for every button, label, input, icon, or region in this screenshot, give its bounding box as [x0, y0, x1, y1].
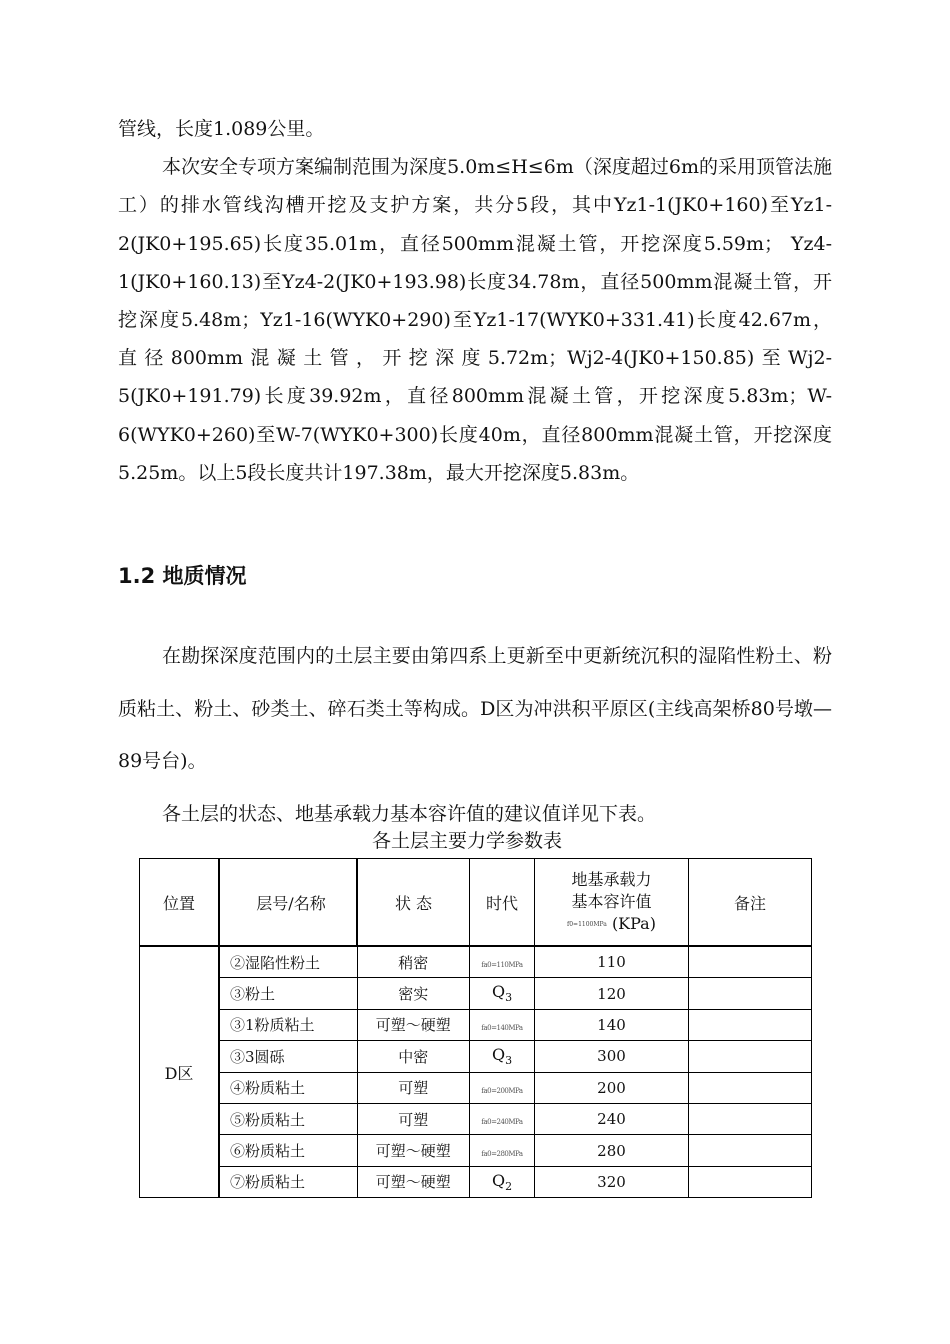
remark-cell [689, 1041, 812, 1072]
remark-cell [689, 1009, 812, 1040]
era-cell [470, 1166, 535, 1197]
paragraph: 管线，长度1.089公里。 [118, 118, 325, 140]
table-row [140, 1041, 812, 1072]
state-cell: 可塑～硬塑 [357, 1135, 470, 1166]
state-cell: 密实 [357, 978, 470, 1009]
era-cell [470, 1103, 535, 1134]
remark-cell [689, 1103, 812, 1134]
table-row [140, 1009, 812, 1040]
table-row [140, 1072, 812, 1103]
capacity-cell: 280 [535, 1135, 689, 1166]
capacity-cell: 140 [535, 1009, 689, 1040]
table-row [140, 1166, 812, 1197]
remark-cell [689, 1166, 812, 1197]
capacity-cell: 320 [535, 1166, 689, 1197]
header-era: 时代 [470, 859, 535, 947]
intro-text [118, 110, 832, 492]
state-cell: 可塑 [357, 1103, 470, 1134]
capacity-cell: 240 [535, 1103, 689, 1134]
remark-cell [689, 946, 812, 978]
paragraph: 本次安全专项方案编制范围为深度5.0m≤H≤6m（深度超过6m的采用顶管法施工）的排水管线沟槽开挖及支护方案，共分5段，其中Yz1-1(JK0+160)至Yz1-2(JK0+195.65)长度35.01m，直径500mm混凝土管，开挖深度5.59m； Yz4-1(JK0+160.13)至Yz4-2(JK0+193.98)长度34.78m，直径500mm混凝土管，开挖深度5.48m；Yz1-16(WYK0+290)至Yz1-17(WYK0+331.41)长度42.67m，直径800mm混凝土管，开挖深度5.72m；Wj2-4(JK0+150.85)至Wj2-5(JK0+191.79)长度39.92m，直径800mm混凝土管，开挖深度5.83m；W-6(WYK0+260)至W-7(WYK0+300)长度40m，直径800mm混凝土管，开挖深度5.25m。以上5段长度共计197.38m，最大开挖深度5.83m。 [118, 156, 832, 484]
paragraph: 各土层的状态、地基承载力基本容许值的建议值详见下表。 [162, 802, 657, 825]
era-mark: fa0=280MPa [481, 1149, 523, 1158]
header-remarks: 备注 [689, 859, 812, 947]
layer-cell: ②湿陷性粉土 [219, 946, 357, 978]
header-state: 状 态 [357, 859, 470, 947]
table-caption: 各土层主要力学参数表 [371, 830, 562, 852]
state-cell: 可塑 [357, 1072, 470, 1103]
remark-cell [689, 1135, 812, 1166]
section-text [118, 630, 832, 840]
table-header-row [140, 859, 812, 947]
header-capacity-line2: 基本容许值 [571, 892, 652, 911]
state-cell: 稍密 [357, 946, 470, 978]
era-cell [470, 978, 535, 1009]
table-row [140, 1135, 812, 1166]
remark-cell [689, 1072, 812, 1103]
table-row [140, 1103, 812, 1134]
era-mark: fa0=200MPa [481, 1086, 523, 1095]
era-symbol: $Q_3$ [491, 982, 513, 1005]
era-cell [470, 946, 535, 978]
zone-cell: D区 [140, 946, 220, 1198]
era-cell [470, 1135, 535, 1166]
layer-cell: ③3圆砾 [219, 1041, 357, 1072]
layer-cell: ③1粉质粘土 [219, 1009, 357, 1040]
capacity-cell: 200 [535, 1072, 689, 1103]
header-position: 位置 [140, 859, 220, 947]
era-symbol: $Q_2$ [491, 1170, 513, 1194]
remark-cell [689, 978, 812, 1009]
header-capacity-line1: 地基承载力 [571, 870, 652, 889]
state-cell: 可塑～硬塑 [357, 1166, 470, 1197]
capacity-cell: 110 [535, 946, 689, 978]
table-row [140, 978, 812, 1009]
era-cell [470, 1041, 535, 1072]
soil-parameters-table [139, 858, 812, 1198]
layer-cell: ⑦粉质粘土 [219, 1166, 357, 1197]
layer-cell: ⑤粉质粘土 [219, 1103, 357, 1134]
section-heading: 1.2 地质情况 [118, 564, 247, 588]
era-mark: fa0=140MPa [481, 1023, 523, 1032]
layer-cell: ③粉土 [219, 978, 357, 1009]
header-capacity-unit: (KPa) [611, 914, 656, 933]
era-cell [470, 1009, 535, 1040]
paragraph: 在勘探深度范围内的土层主要由第四系上更新至中更新统沉积的湿陷性粉土、粉质粘土、粉土、砂类土、碎石类土等构成。D区为冲洪积平原区(主线高架桥80号墩—89号台)。 [118, 645, 832, 772]
era-mark: fa0=240MPa [481, 1118, 523, 1127]
era-cell [470, 1072, 535, 1103]
header-capacity-formula: f0=1100MPa [567, 921, 607, 928]
capacity-cell: 120 [535, 978, 689, 1009]
state-cell: 可塑～硬塑 [357, 1009, 470, 1040]
header-capacity [535, 859, 689, 947]
era-mark: fa0=110MPa [481, 961, 523, 970]
era-symbol: $Q_3$ [491, 1045, 513, 1068]
layer-cell: ④粉质粘土 [219, 1072, 357, 1103]
layer-cell: ⑥粉质粘土 [219, 1135, 357, 1166]
header-layer: 层号/名称 [219, 859, 357, 947]
state-cell: 中密 [357, 1041, 470, 1072]
capacity-cell: 300 [535, 1041, 689, 1072]
table-row [140, 946, 812, 978]
